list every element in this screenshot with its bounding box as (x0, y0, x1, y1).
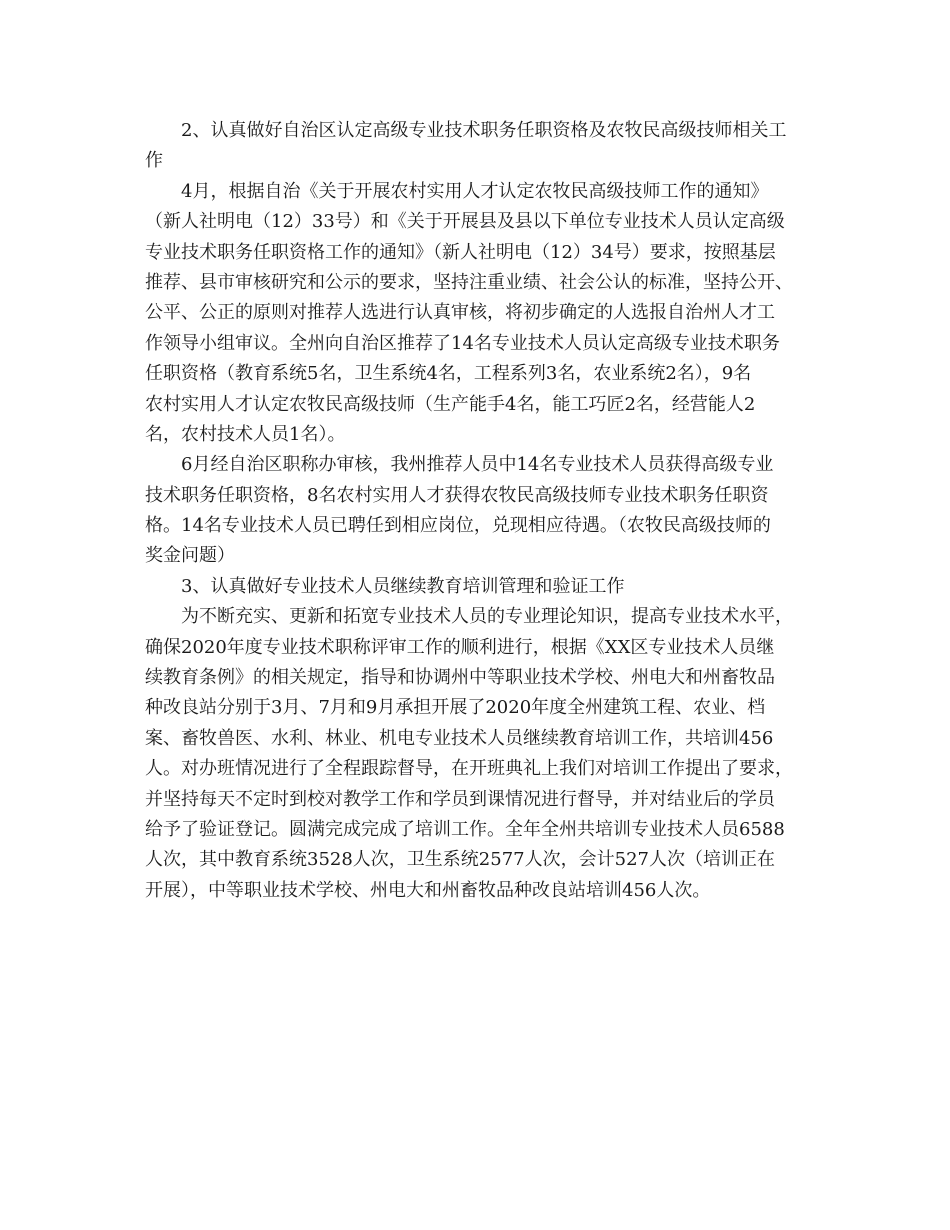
text-line: 给予了验证登记。圆满完成完成了培训工作。全年全州共培训专业技术人员6588 (145, 818, 785, 840)
text-line: 续教育条例》的相关规定，指导和协调州中等职业技术学校、州电大和州畜牧品 (145, 667, 775, 689)
text-line: 名，农村技术人员1名）。 (145, 423, 346, 445)
text-line: 4月，根据自治《关于开展农村实用人才认定农牧民高级技师工作的通知》 (181, 180, 769, 202)
text-line: 作领导小组审议。全州向自治区推荐了14名专业技术人员认定高级专业技术职务 (145, 332, 780, 354)
text-line: 并坚持每天不定时到校对教学工作和学员到课情况进行督导，并对结业后的学员 (145, 788, 775, 810)
text-line: 人次，其中教育系统3528人次，卫生系统2577人次，会计527人次（培训正在 (145, 849, 775, 871)
text-line: 3、认真做好专业技术人员继续教育培训管理和验证工作 (181, 575, 625, 597)
text-line: 案、畜牧兽医、水利、林业、机电专业技术人员继续教育培训工作，共培训456 (145, 727, 774, 749)
text-line: 农村实用人才认定农牧民高级技师（生产能手4名，能工巧匠2名，经营能人2 (145, 393, 756, 415)
document-body (145, 116, 813, 906)
text-line: 人。对办班情况进行了全程跟踪督导，在开班典礼上我们对培训工作提出了要求， (145, 758, 793, 780)
text-line: （新人社明电（12）33号）和《关于开展县及县以下单位专业技术人员认定高级 (145, 211, 785, 233)
text-line: 推荐、县市审核研究和公示的要求，坚持注重业绩、社会公认的标准，坚持公开、 (145, 271, 793, 293)
text-line: 开展），中等职业技术学校、州电大和州畜牧品种改良站培训456人次。 (145, 879, 711, 901)
paragraph-continuing-education (145, 602, 813, 906)
text-line: 2、认真做好自治区认定高级专业技术职务任职资格及农牧民高级技师相关工 (181, 120, 787, 141)
text-line: 作 (145, 150, 163, 172)
text-line: 专业技术职务任职资格工作的通知》（新人社明电（12）34号）要求，按照基层 (145, 241, 776, 263)
section-heading-3 (145, 572, 813, 602)
text-line: 6月经自治区职称办审核，我州推荐人员中14名专业技术人员获得高级专业 (181, 454, 774, 476)
text-line: 种改良站分别于3月、7月和9月承担开展了2020年度全州建筑工程、农业、档 (145, 697, 766, 719)
paragraph-april-recommendation (145, 177, 813, 451)
text-line: 确保2020年度专业技术职称评审工作的顺利进行，根据《XX区专业技术人员继 (145, 636, 775, 658)
text-line: 技术职务任职资格，8名农村实用人才获得农牧民高级技师专业技术职务任职资 (145, 484, 769, 506)
text-line: 为不断充实、更新和拓宽专业技术人员的专业理论知识，提高专业技术水平， (181, 606, 793, 628)
text-line: 格。14名专业技术人员已聘任到相应岗位，兑现相应待遇。（农牧民高级技师的 (145, 515, 771, 537)
text-line: 奖金问题） (145, 545, 235, 567)
paragraph-june-review (145, 450, 813, 572)
section-heading-2 (145, 116, 813, 177)
text-line: 公平、公正的原则对推荐人选进行认真审核，将初步确定的人选报自治州人才工 (145, 302, 775, 324)
text-line: 任职资格（教育系统5名，卫生系统4名，工程系列3名，农业系统2名），9名 (145, 363, 752, 385)
